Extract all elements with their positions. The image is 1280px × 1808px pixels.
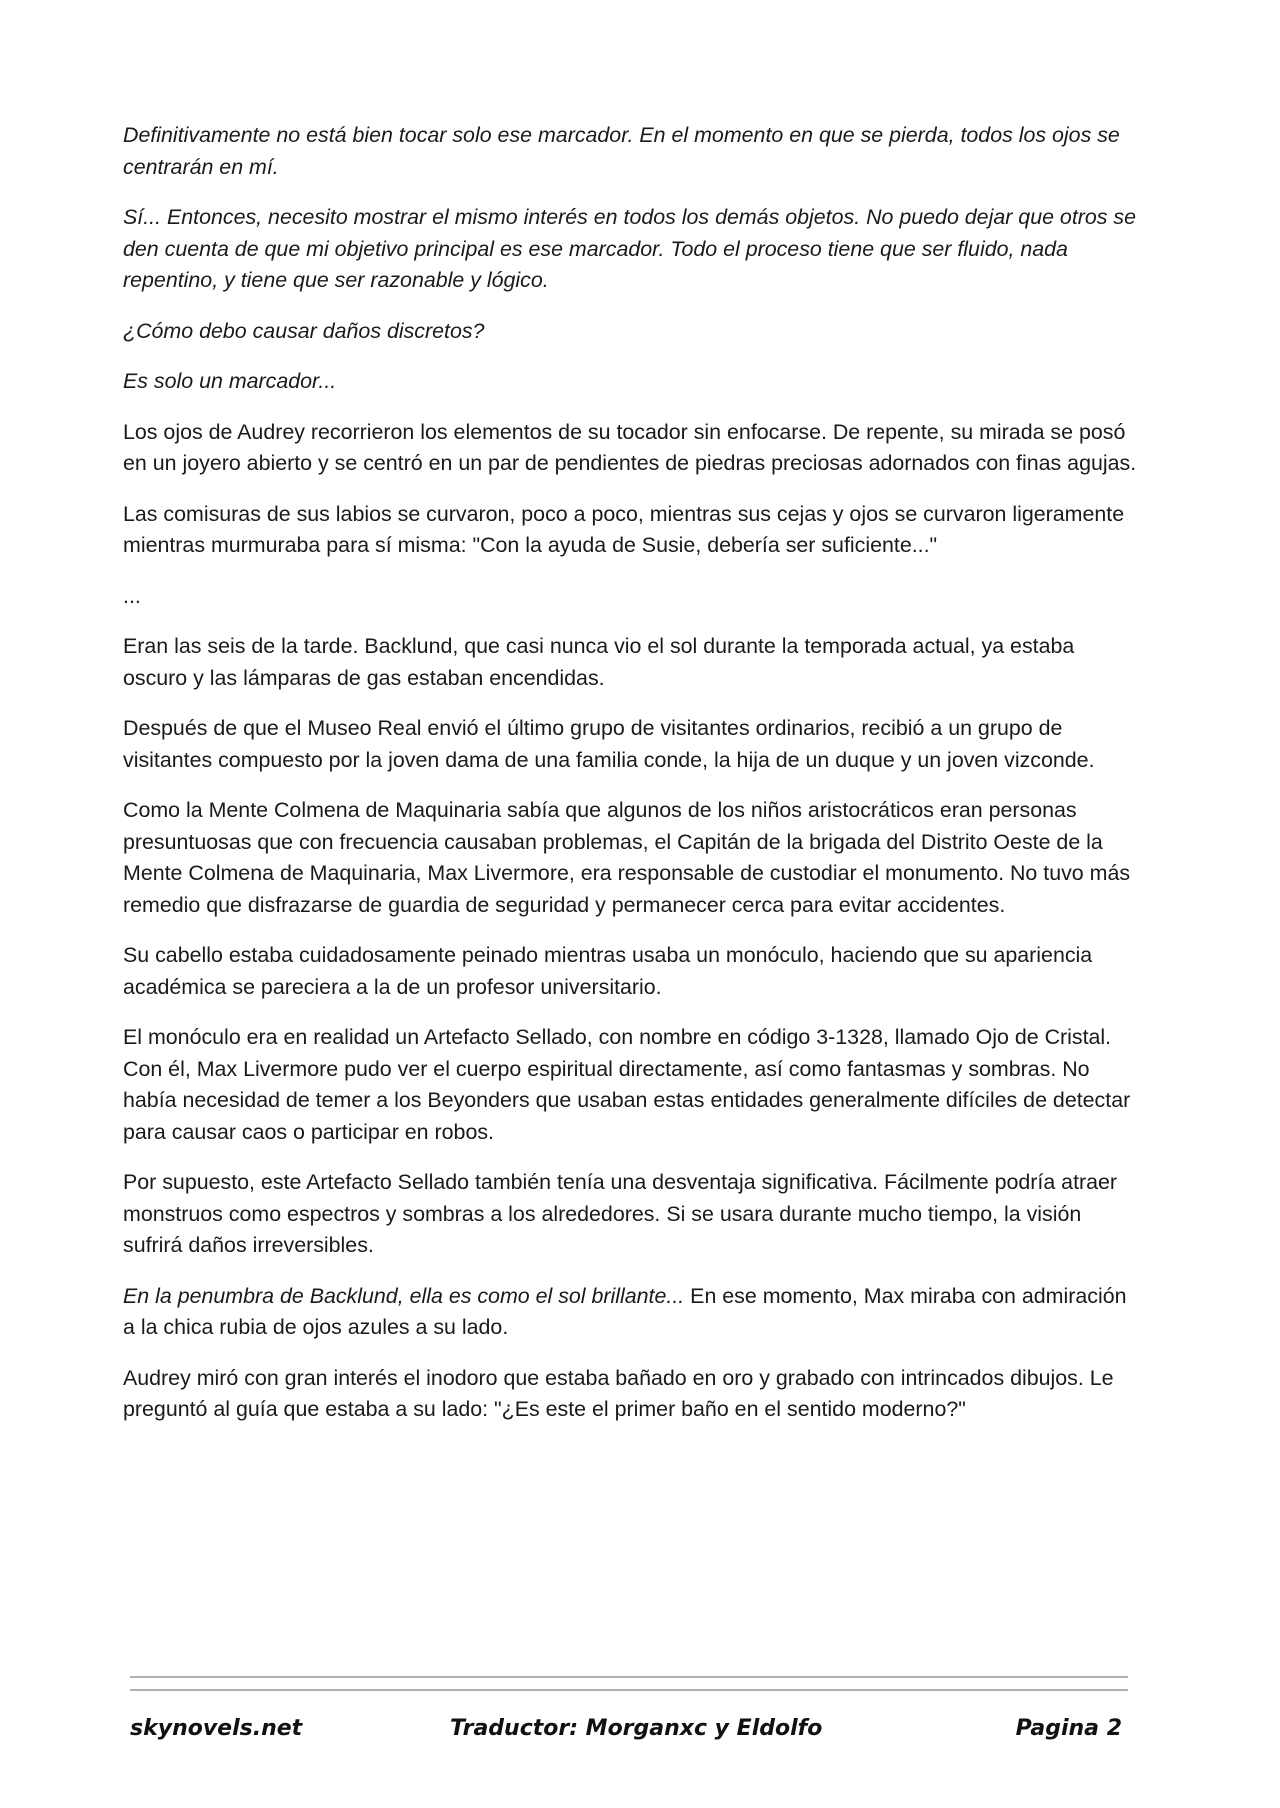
paragraph: Eran las seis de la tarde. Backlund, que casi nunca vio el sol durante la temporada actual, ya estaba oscuro y las lámparas de gas estaban encendidas.: [123, 634, 1075, 690]
paragraph: Por supuesto, este Artefacto Sellado también tenía una desventaja significativa. Fácilmente podría atraer monstruos como espectros y sombras a los alrededores. Si se usara durante mucho tiempo, la visión sufrirá daños irreversibles.: [123, 1170, 1118, 1257]
paragraph: Las comisuras de sus labios se curvaron, poco a poco, mientras sus cejas y ojos se curvaron ligeramente mientras murmuraba para sí misma: "Con la ayuda de Susie, debería ser suficiente...": [123, 501, 1125, 557]
paragraph: Los ojos de Audrey recorrieron los elementos de su tocador sin enfocarse. De repente, su mirada se posó en un joyero abierto y se centró en un par de pendientes de piedras preciosas adornados con finas agujas.: [123, 419, 1137, 475]
paragraph: Definitivamente no está bien tocar solo ese marcador. En el momento en que se pierda, todos los ojos se centrarán en mí.: [123, 123, 1120, 179]
paragraph: Es solo un marcador...: [123, 369, 337, 393]
scene-break: ...: [123, 583, 141, 608]
paragraph: ¿Cómo debo causar daños discretos?: [123, 318, 485, 343]
paragraph-text: En ese momento, Max miraba con admiración a la chica rubia de ojos azules a su lado.: [123, 1283, 1127, 1339]
document-body: [123, 120, 1143, 1445]
footer-divider: [130, 1676, 1128, 1678]
footer-divider: [130, 1689, 1128, 1691]
paragraph: Sí... Entonces, necesito mostrar el mismo interés en todos los demás objetos. No puedo dejar que otros se den cuenta de que mi objetivo principal es ese marcador. Todo el proceso tiene que ser fluido, nada repentino, y tiene que ser razonable y lógico.: [123, 205, 1137, 292]
page-footer: [130, 1716, 1122, 1750]
paragraph: Como la Mente Colmena de Maquinaria sabía que algunos de los niños aristocráticos eran personas presuntuosas que con frecuencia causaban problemas, el Capitán de la brigada del Distrito Oeste de la Mente Colmena de Maquinaria, Max Livermore, era responsable de custodiar el monumento. No tuvo más remedio que disfrazarse de guardia de seguridad y permanecer cerca para evitar accidentes.: [123, 798, 1131, 917]
paragraph: El monóculo era en realidad un Artefacto Sellado, con nombre en código 3-1328, llamado Ojo de Cristal. Con él, Max Livermore pudo ver el cuerpo espiritual directamente, así como fantasmas y sombras. No había necesidad de temer a los Beyonders que usaban estas entidades generalmente difíciles de detectar para causar caos o participar en robos.: [123, 1025, 1131, 1144]
footer-site: skynovels.net: [130, 1716, 303, 1741]
paragraph-mixed: [123, 1281, 1143, 1344]
italic-thought: En la penumbra de Backlund, ella es como el sol brillante...: [123, 1283, 685, 1308]
footer-translator: Traductor: Morganxc y Eldolfo: [450, 1716, 823, 1741]
paragraph: Su cabello estaba cuidadosamente peinado mientras usaba un monóculo, haciendo que su apariencia académica se pareciera a la de un profesor universitario.: [123, 943, 1093, 999]
paragraph: Después de que el Museo Real envió el último grupo de visitantes ordinarios, recibió a un grupo de visitantes compuesto por la joven dama de una familia conde, la hija de un duque y un joven vizconde.: [123, 716, 1095, 772]
footer-page-number: Pagina 2: [1015, 1716, 1122, 1741]
paragraph: Audrey miró con gran interés el inodoro que estaba bañado en oro y grabado con intrincados dibujos. Le preguntó al guía que estaba a su lado: "¿Es este el primer baño en el sentido moderno?": [123, 1365, 1114, 1421]
